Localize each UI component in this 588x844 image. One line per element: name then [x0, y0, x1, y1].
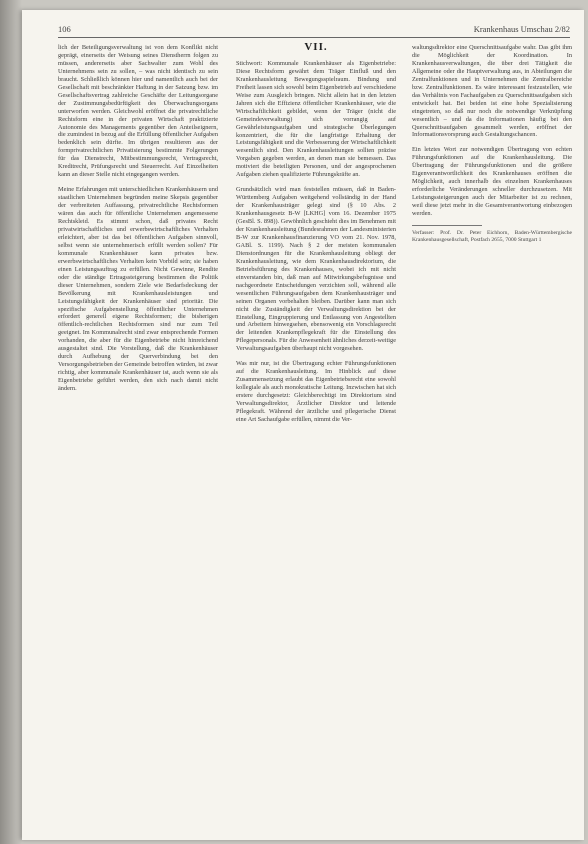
- section-title: VII.: [304, 41, 328, 53]
- column-middle: [236, 41, 396, 431]
- paragraph: Meine Erfahrungen mit unterschiedlichen Krankenhäusern und staatlichen Unternehmen begründen meine Skepsis gegenüber der verbreiteten Auffassung, privatrechtliche Rechtsformen wären das auch für öffentliche Unternehmen angemessene Rechtskleid. Es stimmt schon, daß privates Recht privatwirtschaftliches und erwerbswirtschaftliches Verhalten erleichtert, aber ist das bei öffentlichen Aufgaben sinnvoll, selbst wenn sie unternehmerisch erfüllt werden sollen? Für kommunale Krankenhäuser kann privates bzw. erwerbswirtschaftliches Verhalten kein Vorbild sein; sie haben einen Leistungsauftrag zu erfüllen. Nicht Gewinne, Rendite oder die ständige Ertragssteigerung bestimmen die Politik dieser Unternehmen, sondern Ziele wie Bedarfsdeckung der Bevölkerung mit Krankenhausleistungen und Leistungsfähigkeit der Krankenhäuser sind prioritär. Die spezifische Aufgabenstellung öffentlicher Unternehmen erfordert generell eigene Rechtsformen; die bisherigen öffentlich-rechtlichen Rechtsformen sind nur zum Teil geeignet. Im Kommunalrecht sind zwar entsprechende Formen vorhanden, die aber für die Eigenbetriebe nicht hinreichend ausgestaltet sind. Die Vorstellung, daß die Krankenhäuser durch Aufhebung der Querverbindung bei den Versorgungsbetrieben der Gemeinde betroffen würden, ist zwar richtig, aber kommunale Krankenhäuser ist, auch wenn sie als Eigenbetriebe geführt werden, den sich nach damit nicht ändern.: [58, 186, 218, 393]
- paragraph: Grundsätzlich wird man feststellen müssen, daß in Baden-Württemberg Aufgaben weitgehend vollständig in der Hand der Krankenhausträger gelegt sind (§ 10 Abs. 2 Krankenhausgesetz B-W [LKHG] vom 16. Dezember 1975 (GesBl. S. 898)). Gewöhnlich geschieht dies im Benehmen mit der Krankenhausleitung (Bundesrahmen der Landesministerien B-W zur Krankenhausfinanzierung VO vom 21. Nov. 1978, GABl. S. 1199). Nach § 2 der meisten kommunalen Dienstordnungen für die Krankenhausleitung obliegt der Krankenhausleitung, wie dem Krankenhausdirektorium, die Betriebsführung des Krankenhauses, wobei ich mit nicht einverstanden bin, daß man auf Mitwirkungsbefugnisse und nachgeordnete Entscheidungen verzichten soll, während alle wesentlichen Führungsaufgaben dem Krankenhausträger und seinen Organen vorbehalten bleiben. Darüber kann man sich nicht die Zuständigkeit der Verwaltungsdirektion bei der Einstellung, Eingruppierung und Entlassung von Angestellten und Arbeitern hinwegsehen, ebensowenig ein Vorschlagsrecht der leitenden Krankenpflegekraft für die Einstellung des Pflegepersonals. Für die Anwesenheit ähnliches derzeit-weitige Verwaltungsaufgaben überhaupt nicht vorgesehen.: [236, 186, 396, 353]
- page-header: [58, 24, 570, 38]
- paragraph: Ein letztes Wort zur notwendigen Übertragung von echten Führungsfunktionen auf die Krankenhausleitung. Die Übertragung der Führungsfunktionen und die größere Eigenverantwortlichkeit des Krankenhauses eröffnen die Möglichkeit, auch innerhalb des einzelnen Krankenhauses erforderliche Veränderungen schneller durchzusetzen. Mit Leistungssteigerungen auch der Mitarbeiter ist zu rechnen, weil diese jetzt mehr in die Gesamtverantwortung einbezogen werden.: [412, 146, 572, 218]
- paragraph: lich der Beteiligungsverwaltung ist von dem Konflikt nicht geprägt, einerseits der Weisung seines Dienstherrn folgen zu müssen, andererseits aber Sachwalter zum Wohl des Unternehmens sein zu sollen, – was nicht identisch zu sein braucht. Schließlich können hier und namentlich auch bei der Gesellschaft mit beschränkter Haftung in der Satzung bzw. im Gesellschaftsvertrag zahlreiche Geschäfte der Leitungsorgane der Zustimmungsbedürftigkeit des Überwachungsorgans unterworfen werden. Gleichwohl eröffnet die privatrechtliche Rechtsform eine in der privaten Wirtschaft praktizierte Autonomie des Managements gegenüber den Anteilseignern, die zumindest in bezug auf die Erfüllung öffentlicher Aufgaben bedenklich sein dürfte. Im übrigen resultieren aus der formprivatrechtlichen Privatisierung bestimmte Folgerungen für das Dienstrecht, Mitbestimmungsrecht, Vertragsrecht, Kreditrecht, Prüfungsrecht und Steuerrecht. Auf Einzelheiten kann an dieser Stelle nicht eingegangen werden.: [58, 44, 218, 179]
- header-rule: [58, 37, 570, 38]
- paragraph: Was mir nur, ist die Übertragung echter Führungsfunktionen auf die Krankenhausleitung. Im Hinblick auf diese Zusammensetzung erlaubt das Eigenbetriebsrecht eine sowohl kollegiale als auch monokratische Leitung. Inzwischen hat sich erstere durchgesetzt: Gleichberechtigt im Direktorium sind Verwaltungsdirektor, Ärztlicher Direktor und leitende Pflegekraft. Während der ärztliche und pflegerische Dienst eine Art Sachaufgabe erfüllen, nimmt die Ver-: [236, 360, 396, 423]
- scan-edge-shadow: [0, 0, 22, 844]
- footnote-rule: [412, 225, 482, 226]
- page-number: 106: [58, 24, 71, 34]
- running-title: Krankenhaus Umschau 2/82: [473, 24, 570, 34]
- paragraph: waltungsdirektor eine Querschnittsaufgabe wahr. Das gibt ihm die Möglichkeit der Koordination. In Krankenhausverwaltungen, die über drei Tätigkeit die Allgemeine oder die Hauptverwaltung aus, in Abteilungen die Zentralfunktionen und in Unternehmen die Zentralbereiche bzw. Zentralfunktionen. Es wäre interessant festzustellen, wie das Verhältnis von Fachaufgaben zu Querschnittsaufgaben sich entwickelt hat. Bei beiden ist eine hohe Spezialisierung eingetreten, so daß nur noch die notwendige Verknüpfung wesentlich – und da die Informationen häufig bei den Querschnittsaufgaben gesammelt werden, eröffnet der Informationsvorsprung auch Gestaltungschancen.: [412, 44, 572, 139]
- column-left: [58, 44, 218, 400]
- author-footnote: Verfasser: Prof. Dr. Peter Eichhorn, Baden-Württembergische Krankenhausgesellschaft, Postfach 2655, 7000 Stuttgart 1: [412, 230, 572, 244]
- column-right: [412, 44, 572, 244]
- paragraph: Stichwort: Kommunale Krankenhäuser als Eigenbetriebe: Diese Rechtsform gewährt dem Träger Einfluß und den Krankenhausleitung Bewegungsspielraum. Bindung und Freiheit lassen sich sowohl beim Eigenbetrieb auf verschiedene Weise zum Ausgleich bringen. Nicht allein hat in den letzten Jahren sich die Effizienz öffentlicher Krankenhäuser, wie die Wirtschaftlichkeit gebildet, wenn der Träger (nicht die Gemeindeverwaltung) sich vorrangig auf Gewährleistungsaufgaben und strategische Überlegungen konzentriert, die für die langfristige Erhaltung der Leistungsfähigkeit und die Verbesserung der Wirtschaftlichkeit wesentlich sind. Den Krankenhausleitungen sollten präzise Vorgaben gegeben werden, an denen man sie bemessen. Das motiviert die beteiligten Personen, und der angesprochenen Aufgaben ziehen qualifizierte Führungskräfte an.: [236, 59, 396, 179]
